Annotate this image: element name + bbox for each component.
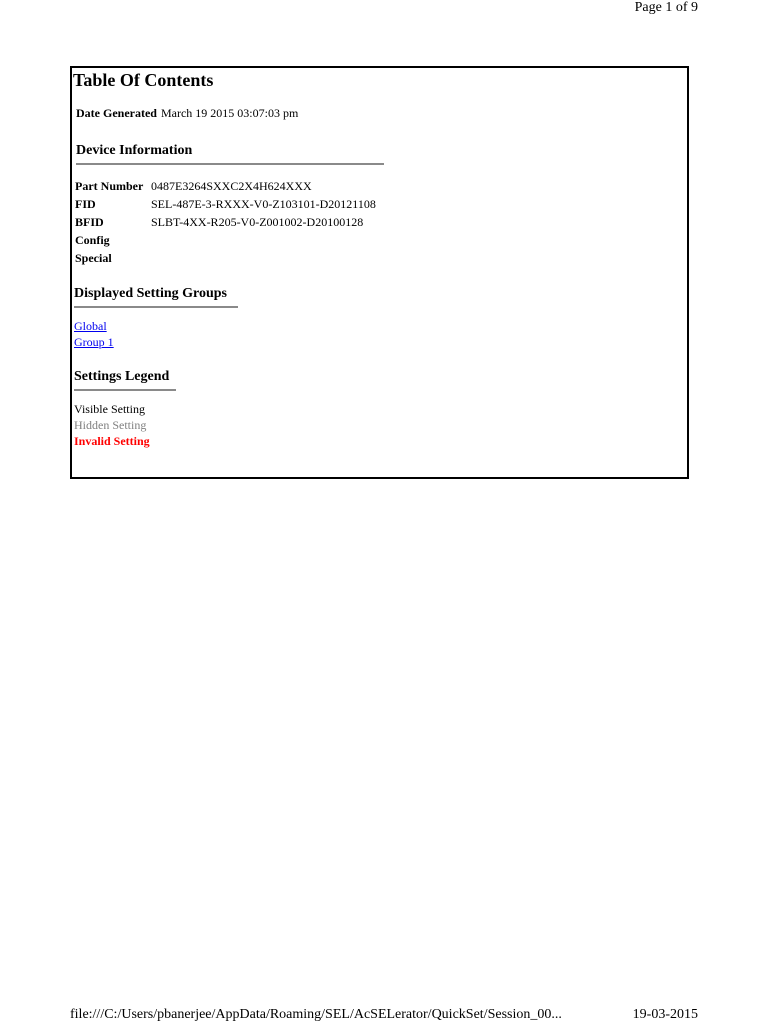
settings-legend-heading: Settings Legend <box>74 368 176 391</box>
global-link[interactable]: Global <box>74 319 107 333</box>
bfid-label: BFID <box>75 215 104 229</box>
bfid-value: SLBT-4XX-R205-V0-Z001002-D20100128 <box>151 215 364 229</box>
date-generated-value: March 19 2015 03:07:03 pm <box>160 106 299 120</box>
device-information-heading: Device Information <box>76 142 384 165</box>
special-value <box>151 249 376 267</box>
displayed-setting-groups-heading: Displayed Setting Groups <box>74 285 238 308</box>
fid-label: FID <box>75 197 96 211</box>
invalid-setting-legend-item: Invalid Setting <box>74 434 150 448</box>
date-generated-label: Date Generated <box>76 106 157 120</box>
config-label: Config <box>75 233 110 247</box>
table-row <box>75 231 376 249</box>
config-value <box>151 231 376 249</box>
fid-value: SEL-487E-3-RXXX-V0-Z103101-D20121108 <box>151 197 376 211</box>
part-number-label: Part Number <box>75 179 144 193</box>
hidden-setting-legend-item: Hidden Setting <box>74 418 147 432</box>
setting-group-links <box>74 318 114 350</box>
table-row <box>75 195 376 213</box>
footer-file-path: file:///C:/Users/pbanerjee/AppData/Roaming/SEL/AcSELerator/QuickSet/Session_00... <box>70 1007 562 1022</box>
page-title: Table Of Contents <box>73 70 214 90</box>
date-generated-row <box>76 106 298 120</box>
group-1-link[interactable]: Group 1 <box>74 335 114 349</box>
footer-date: 19-03-2015 <box>632 1007 698 1022</box>
page-number: Page 1 of 9 <box>634 0 698 15</box>
special-label: Special <box>75 251 112 265</box>
table-row <box>75 177 376 195</box>
table-row <box>75 249 376 267</box>
visible-setting-legend-item: Visible Setting <box>74 402 145 416</box>
table-row <box>75 213 376 231</box>
part-number-value: 0487E3264SXXC2X4H624XXX <box>151 179 312 193</box>
settings-legend <box>74 401 150 449</box>
table-of-contents-panel <box>70 66 689 479</box>
device-information-table <box>75 177 376 267</box>
